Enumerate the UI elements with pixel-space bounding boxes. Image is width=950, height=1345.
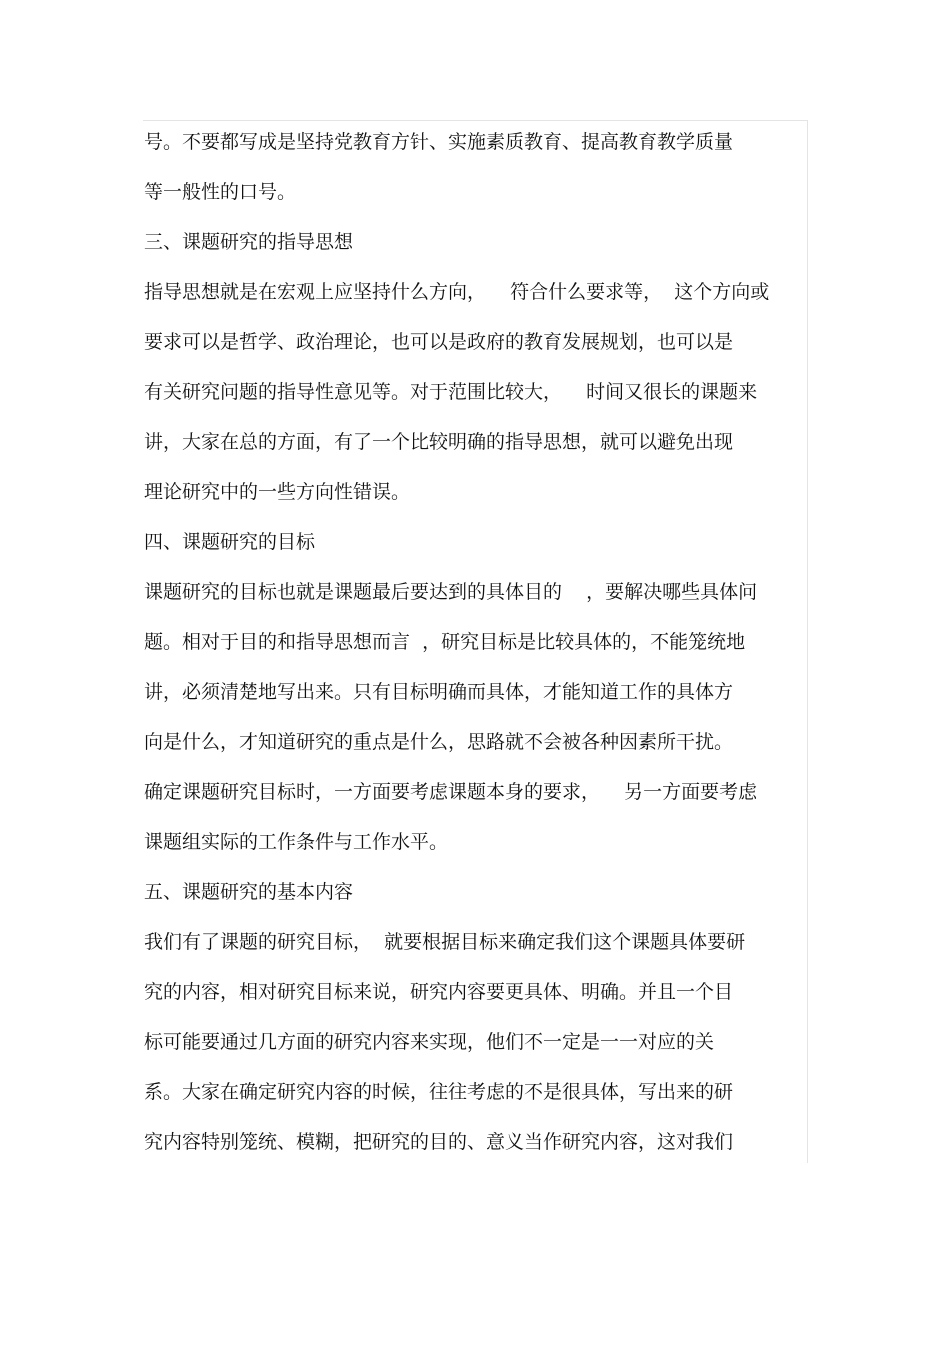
- body-text-line: 究内容特别笼统、模糊，把研究的目的、意义当作研究内容，这对我们: [144, 1131, 734, 1153]
- section-heading: 三、课题研究的指导思想: [144, 231, 354, 253]
- body-text-line: 要求可以是哲学、政治理论，也可以是政府的教育发展规划，也可以是: [144, 331, 734, 353]
- body-text-line: 确定课题研究目标时，一方面要考虑课题本身的要求， 另一方面要考虑: [144, 781, 758, 803]
- section-heading: 四、课题研究的目标: [144, 531, 316, 553]
- body-text-line: 课题组实际的工作条件与工作水平。: [144, 831, 449, 853]
- body-text-line: 课题研究的目标也就是课题最后要达到的具体目的 ，要解决哪些具体问: [144, 581, 758, 603]
- body-text-line: 标可能要通过几方面的研究内容来实现，他们不一定是一一对应的关: [144, 1031, 715, 1053]
- document-body: [144, 117, 806, 1167]
- body-text-line: 有关研究问题的指导性意见等。对于范围比较大， 时间又很长的课题来: [144, 381, 758, 403]
- body-text-line: 讲，必须清楚地写出来。只有目标明确而具体，才能知道工作的具体方: [144, 681, 734, 703]
- body-text-line: 系。大家在确定研究内容的时候，往往考虑的不是很具体，写出来的研: [144, 1081, 734, 1103]
- section-heading: 五、课题研究的基本内容: [144, 881, 354, 903]
- body-text-line: 我们有了课题的研究目标， 就要根据目标来确定我们这个课题具体要研: [144, 931, 746, 953]
- body-text-line: 向是什么，才知道研究的重点是什么，思路就不会被各种因素所干扰。: [144, 731, 734, 753]
- body-text-line: 讲，大家在总的方面，有了一个比较明确的指导思想，就可以避免出现: [144, 431, 734, 453]
- body-text-line: 指导思想就是在宏观上应坚持什么方向， 符合什么要求等， 这个方向或: [144, 281, 770, 303]
- body-text-line: 等一般性的口号。: [144, 181, 297, 203]
- body-text-line: 题。相对于目的和指导思想而言 ，研究目标是比较具体的，不能笼统地: [144, 631, 746, 653]
- body-text-line: 理论研究中的一些方向性错误。: [144, 481, 411, 503]
- body-text-line: 号。不要都写成是坚持党教育方针、实施素质教育、提高教育教学质量: [144, 131, 734, 153]
- body-text-line: 究的内容，相对研究目标来说，研究内容要更具体、明确。并且一个目: [144, 981, 734, 1003]
